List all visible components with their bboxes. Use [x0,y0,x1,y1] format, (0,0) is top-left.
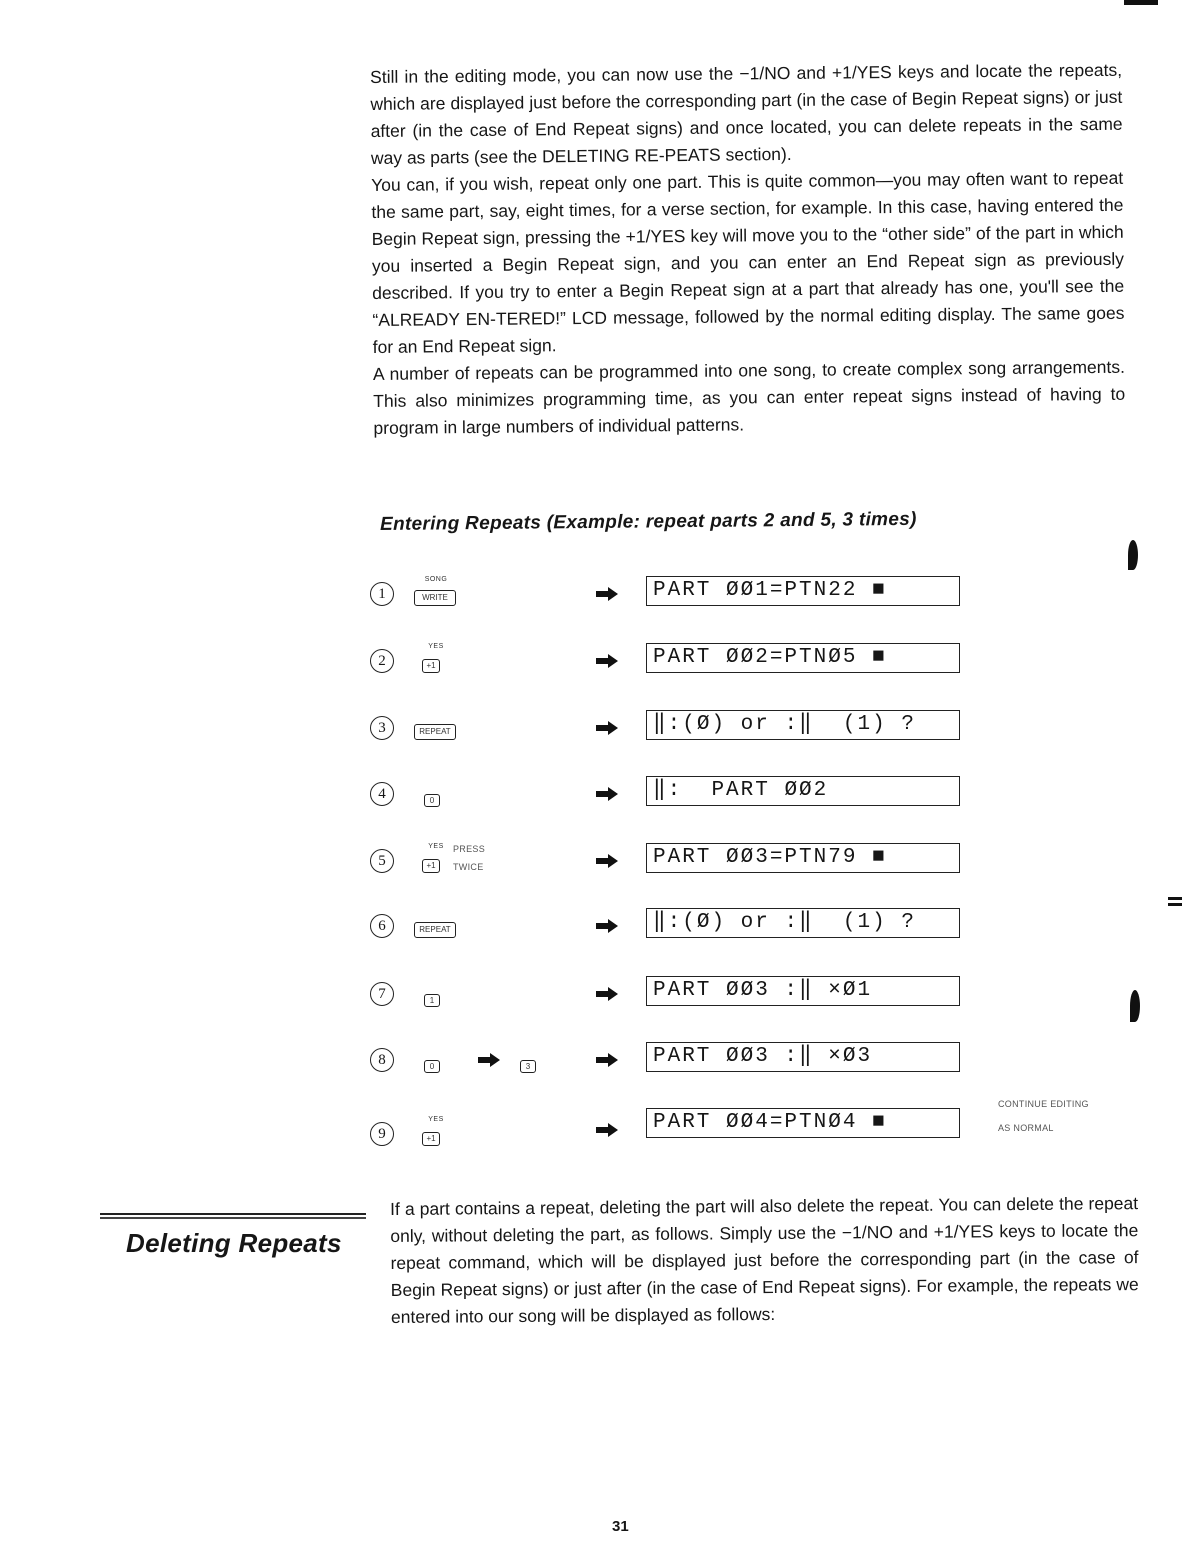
step-4 [370,776,970,820]
key-label: REPEAT [414,922,456,938]
section-title: Deleting Repeats [126,1228,342,1258]
right-arrow-icon [596,987,618,1001]
repeat-key [414,710,458,750]
intro-paragraph-3: A number of repeats can be programmed into one song, to create complex song arrangements. This also minimizes programming time, as you can enter repeat signs instead of having to program in large numbers of individual patterns. [372,356,1126,438]
step-8 [370,1042,970,1086]
step-5 [370,843,970,887]
yes-plus-one-key: YES +1 [414,1116,458,1156]
right-arrow-icon [596,721,618,735]
deleting-paragraph: If a part contains a repeat, deleting the part will also delete the repeat. You can delete the repeat only, without deleting the part, as follows. Simply use the −1/NO and +1/YES keys to locate the repeat command, which will be displayed just before the corresponding part (in the case of Begin Repeat signs) or just after (in the case of End Repeat signs). For example, the repeats we entered into our song will be displayed as follows: [390,1193,1139,1327]
three-key [510,1042,554,1082]
step-number: 3 [370,716,394,740]
press-twice-note: PRESS TWICE [453,844,486,872]
right-arrow-icon [596,587,618,601]
lcd-display: PART ØØ3=PTN79 ■ [646,843,960,873]
song-write-key: SONG WRITE [414,576,458,616]
lcd-display: PART ØØ1=PTN22 ■ [646,576,960,606]
yes-plus-one-key: YES +1 [414,643,458,683]
key-label: 1 [424,994,440,1007]
binding-hole-mark [1130,990,1140,1022]
key-label: 0 [424,794,440,807]
lcd-display: PART ØØ3 :‖ ×Ø1 [646,976,960,1006]
key-label: +1 [422,859,440,873]
step-number: 1 [370,582,394,606]
one-key [414,976,458,1016]
section-rule [100,1213,366,1215]
step-number: 8 [370,1048,394,1072]
step-number: 5 [370,849,394,873]
zero-key [414,1042,458,1082]
lcd-display: PART ØØ2=PTNØ5 ■ [646,643,960,673]
step-number: 9 [370,1122,394,1146]
key-label: REPEAT [414,724,456,740]
step-3 [370,710,970,754]
step-2 [370,643,970,687]
right-arrow-icon [478,1053,500,1067]
key-label: WRITE [414,590,456,606]
scan-mark [1168,897,1182,900]
binding-hole-mark [1128,540,1138,570]
step-number: 2 [370,649,394,673]
step-6 [370,908,970,952]
right-arrow-icon [596,919,618,933]
step-9 [370,1108,970,1152]
lcd-display: ‖: PART ØØ2 [646,776,960,806]
key-label: +1 [422,659,440,673]
intro-paragraph-1: Still in the editing mode, you can now use the −1/NO and +1/YES keys and locate the repeats, which are displayed just before the corresponding part (in the case of Begin Repeat signs) or just after (in the case of End Repeat signs) and once located, you can delete repeats in the same way as parts (see the DELETING RE-PEATS section). [370,59,1123,168]
key-label: +1 [422,1132,440,1146]
scan-mark [1124,0,1158,5]
zero-key [414,776,458,816]
right-arrow-icon [596,854,618,868]
step-number: 7 [370,982,394,1006]
step-1 [370,576,970,620]
intro-paragraph-2: You can, if you wish, repeat only one part. This is quite common—you may often want to repeat the same part, say, eight times, for a verse section, for example. In this case, having entered the Begin Repeat sign, pressing the +1/YES key will move you to the “other side” of the part in which you inserted a Begin Repeat sign, and you can enter an End Repeat sign as previously described. If you try to enter a Begin Repeat sign at a part that already has one, you'll see the “ALREADY EN-TERED!” LCD message, followed by the normal editing display. The same goes for an End Repeat sign. [371,167,1125,357]
right-arrow-icon [596,787,618,801]
yes-plus-one-key: YES +1 [414,843,458,883]
key-label: 3 [520,1060,536,1073]
intro-text [370,57,1126,442]
step-number: 6 [370,914,394,938]
key-label: 0 [424,1060,440,1073]
lcd-display: PART ØØ3 :‖ ×Ø3 [646,1042,960,1072]
scan-mark [1168,903,1182,906]
lcd-display: ‖:(Ø) or :‖ (1) ? [646,710,960,740]
repeat-key [414,908,458,948]
continue-editing-note: CONTINUE EDITING AS NORMAL [998,1099,1089,1133]
lcd-display: ‖:(Ø) or :‖ (1) ? [646,908,960,938]
lcd-display: PART ØØ4=PTNØ4 ■ [646,1108,960,1138]
right-arrow-icon [596,1053,618,1067]
step-number: 4 [370,782,394,806]
right-arrow-icon [596,1123,618,1137]
page-number: 31 [612,1518,629,1535]
right-arrow-icon [596,654,618,668]
step-7 [370,976,970,1020]
example-heading: Entering Repeats (Example: repeat parts 2 and 5, 3 times) [380,508,917,535]
